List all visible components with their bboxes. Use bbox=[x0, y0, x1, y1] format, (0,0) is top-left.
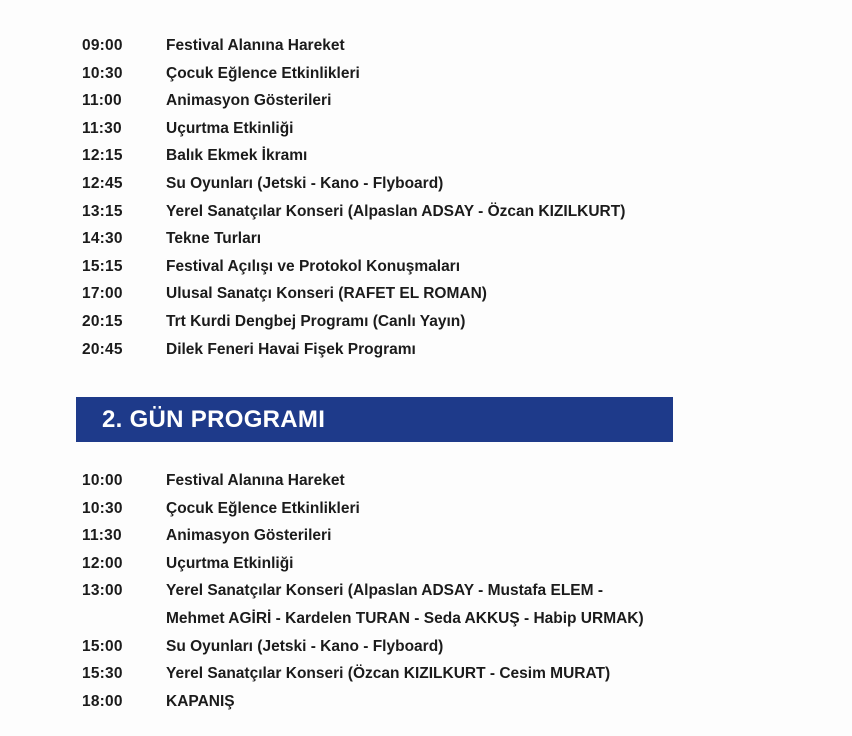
event-time: 20:15 bbox=[82, 312, 123, 330]
event-title: Balık Ekmek İkramı bbox=[166, 147, 308, 165]
schedule-row bbox=[0, 467, 852, 495]
event-time: 12:00 bbox=[82, 554, 123, 572]
schedule-row bbox=[0, 142, 852, 170]
event-title: Su Oyunları (Jetski - Kano - Flyboard) bbox=[166, 637, 444, 655]
event-title: Yerel Sanatçılar Konseri (Özcan KIZILKURT - Cesim MURAT) bbox=[166, 665, 611, 683]
event-title-line1: Yerel Sanatçılar Konseri (Alpaslan ADSAY - Mustafa ELEM - bbox=[166, 582, 604, 600]
event-title: Uçurtma Etkinliği bbox=[166, 554, 294, 572]
day2-schedule bbox=[0, 467, 852, 715]
schedule-row bbox=[0, 32, 852, 60]
schedule-row bbox=[0, 336, 852, 364]
event-time: 14:30 bbox=[82, 230, 123, 248]
event-title: Ulusal Sanatçı Konseri (RAFET EL ROMAN) bbox=[166, 285, 487, 303]
schedule-row bbox=[0, 225, 852, 253]
event-title: Animasyon Gösterileri bbox=[166, 527, 332, 545]
event-time: 13:00 bbox=[82, 582, 123, 600]
event-time: 11:00 bbox=[82, 92, 122, 110]
schedule-row bbox=[0, 688, 852, 716]
event-time: 20:45 bbox=[82, 340, 123, 358]
event-title bbox=[166, 577, 644, 632]
event-title: Yerel Sanatçılar Konseri (Alpaslan ADSAY - Özcan KIZILKURT) bbox=[166, 202, 626, 220]
schedule-row bbox=[0, 522, 852, 550]
event-title: Trt Kurdi Dengbej Programı (Canlı Yayın) bbox=[166, 312, 466, 330]
event-title: KAPANIŞ bbox=[166, 692, 235, 710]
event-title: Dilek Feneri Havai Fişek Programı bbox=[166, 340, 416, 358]
schedule-row bbox=[0, 550, 852, 578]
schedule-row bbox=[0, 87, 852, 115]
event-title: Animasyon Gösterileri bbox=[166, 92, 332, 110]
event-title: Festival Alanına Hareket bbox=[166, 472, 345, 489]
event-time: 13:15 bbox=[82, 202, 123, 220]
event-time: 15:00 bbox=[82, 637, 123, 655]
event-title: Çocuk Eğlence Etkinlikleri bbox=[166, 499, 360, 517]
event-time: 12:15 bbox=[82, 147, 123, 165]
event-title: Festival Alanına Hareket bbox=[166, 37, 345, 54]
schedule-row bbox=[0, 198, 852, 226]
schedule-row bbox=[0, 60, 852, 88]
event-time: 11:30 bbox=[82, 527, 122, 545]
event-title: Çocuk Eğlence Etkinlikleri bbox=[166, 64, 360, 82]
event-time: 10:30 bbox=[82, 499, 123, 517]
event-time: 17:00 bbox=[82, 285, 123, 303]
event-title-line2: Mehmet AGİRİ - Kardelen TURAN - Seda AKKUŞ - Habip URMAK) bbox=[166, 609, 644, 627]
event-title: Su Oyunları (Jetski - Kano - Flyboard) bbox=[166, 174, 444, 192]
event-time: 18:00 bbox=[82, 692, 123, 710]
event-time: 15:30 bbox=[82, 665, 123, 683]
event-title: Uçurtma Etkinliği bbox=[166, 119, 294, 137]
schedule-row bbox=[0, 495, 852, 523]
day2-section-banner bbox=[76, 397, 673, 442]
schedule-row bbox=[0, 170, 852, 198]
event-title: Festival Açılışı ve Protokol Konuşmaları bbox=[166, 257, 461, 275]
event-time: 10:30 bbox=[82, 64, 123, 82]
schedule-row bbox=[0, 660, 852, 688]
schedule-row bbox=[0, 115, 852, 143]
event-time: 11:30 bbox=[82, 119, 122, 137]
day1-schedule bbox=[0, 32, 852, 363]
schedule-row bbox=[0, 253, 852, 281]
schedule-row bbox=[0, 633, 852, 661]
schedule-row bbox=[0, 308, 852, 336]
event-time: 10:00 bbox=[82, 472, 123, 489]
section-title: 2. GÜN PROGRAMI bbox=[102, 406, 326, 433]
schedule-row bbox=[0, 280, 852, 308]
event-title: Tekne Turları bbox=[166, 230, 262, 248]
event-time: 09:00 bbox=[82, 37, 123, 54]
event-time: 12:45 bbox=[82, 174, 123, 192]
schedule-row bbox=[0, 577, 852, 632]
event-time: 15:15 bbox=[82, 257, 123, 275]
